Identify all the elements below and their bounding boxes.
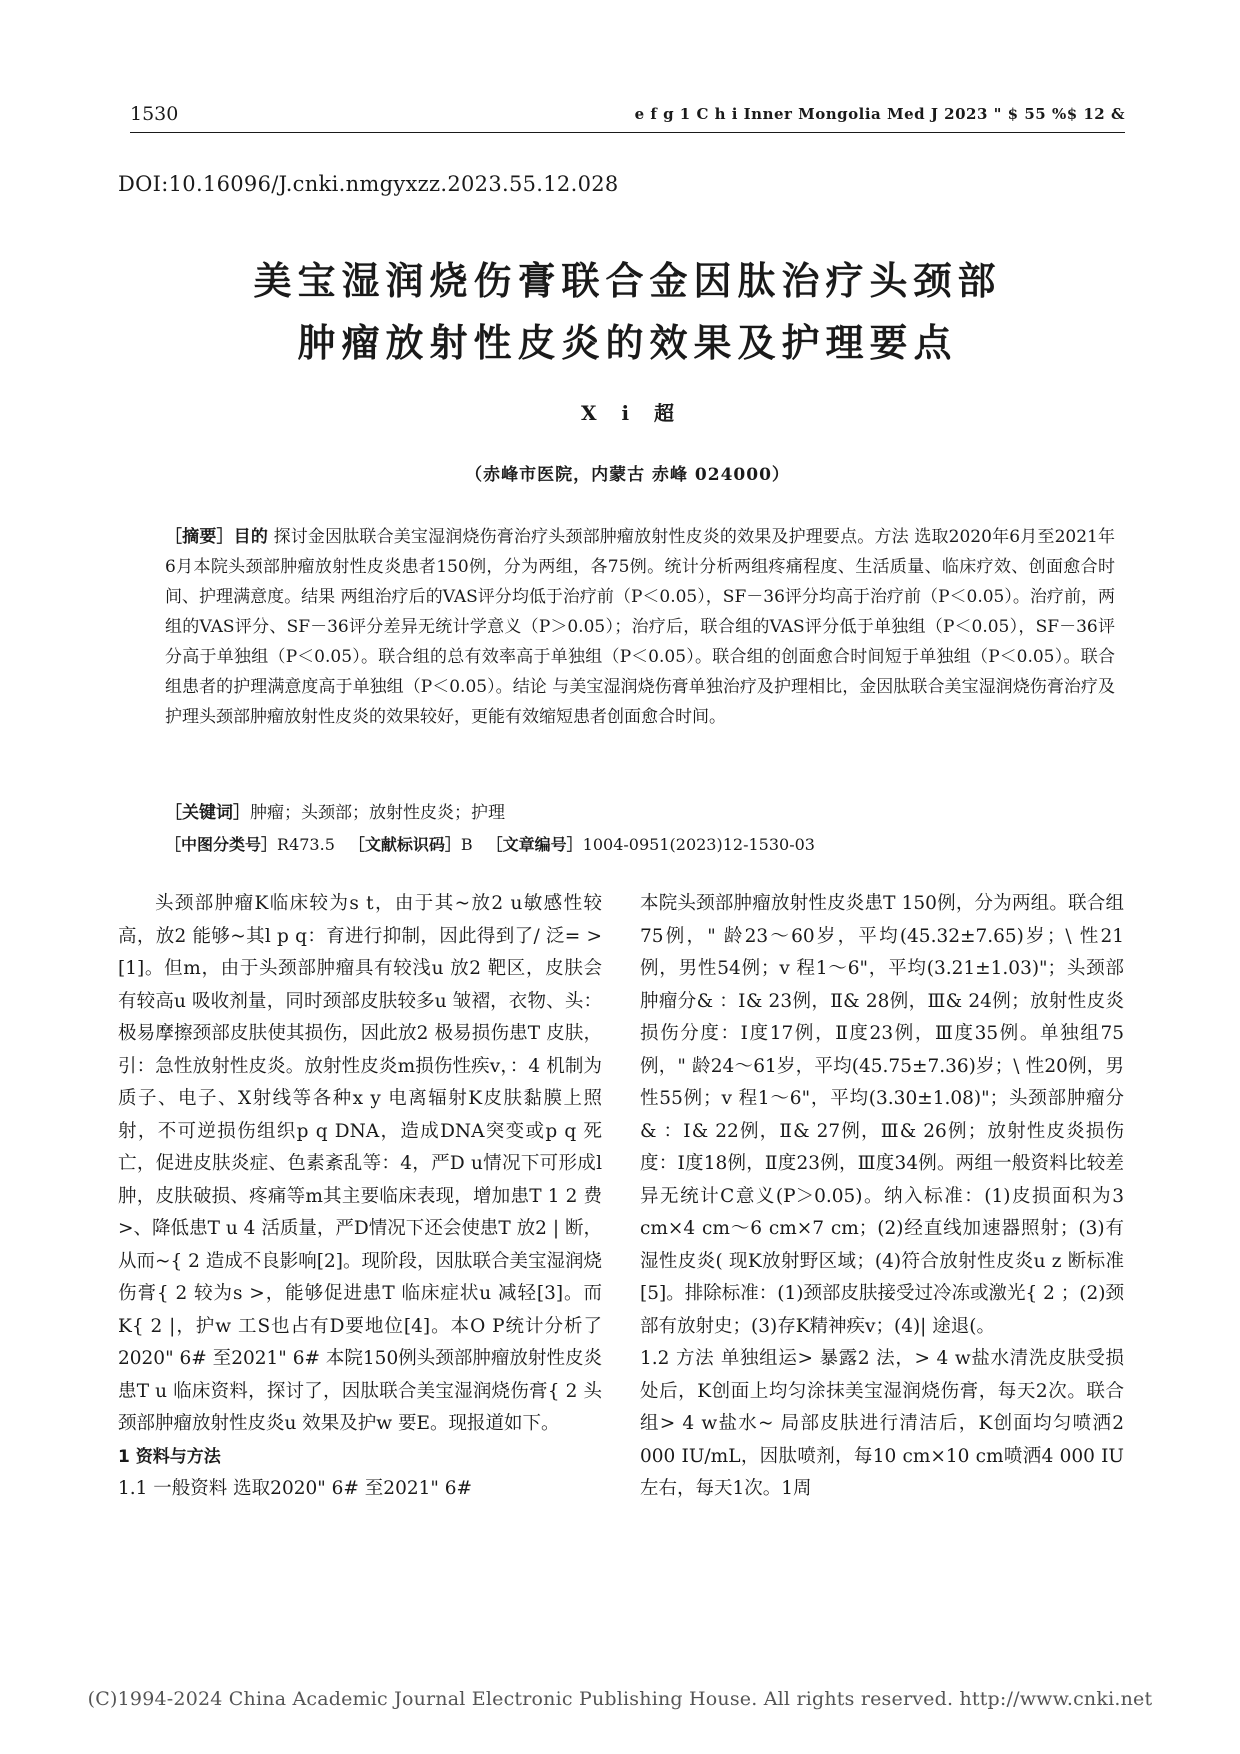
general-data-paragraph: 本院头颈部肿瘤放射性皮炎患T 150例，分为两组。联合组75例，" 龄23～60岁，平均(45.32±7.65)岁；\ 性21例，男性54例；v 程1～6"，平均(3.21±1.03)"；头颈部肿瘤分& ：Ⅰ& 23例，Ⅱ& 28例，Ⅲ& 24例；放射性皮炎损伤分度：Ⅰ度17例，Ⅱ度23例，Ⅲ度35例。单独组75例，" 龄24～61岁，平均(45.75±7.36)岁；\ 性20例，男性55例；v 程1～6"，平均(3.30±1.08)"；头颈部肿瘤分& ：Ⅰ& 22例，Ⅱ& 27例，Ⅲ& 26例；放射性皮炎损伤度：Ⅰ度18例，Ⅱ度23例，Ⅲ度34例。两组一般资料比较差异无统计C意义(P＞0.05)。纳入标准：(1)皮损面积为3 cm×4 cm～6 cm×7 cm；(2)经直线加速器照射；(3)有湿性皮炎( 现K放射野区域；(4)符合放射性皮炎u z 断标准[5]。排除标准：(1)颈部皮肤接受过冷冻或激光{ 2 ；(2)颈部有放射史；(3)存K精神疾v；(4)| 途退(。 — [640, 893, 1124, 1337]
header-rule — [130, 132, 1125, 133]
abstract — [165, 522, 1115, 732]
title-line-1: 美宝湿润烧伤膏联合金因肽治疗头颈部 — [253, 258, 1002, 303]
methods-paragraph: 1.2 方法 单独组运> 暴露2 法，> 4 w盐水清洗皮肤受损处后，K创面上均匀涂抹美宝湿润烧伤膏，每天2次。联合组> 4 w盐水~ 局部皮肤进行清洁后，K创面均匀喷洒2 000 IU/mL，因肽喷剂，每10 cm×10 cm喷洒4 000 IU左右，每天1次。1周 — [640, 1348, 1124, 1499]
keywords-text: 肿瘤；头颈部；放射性皮炎；护理 — [250, 803, 505, 823]
body-right-column — [640, 888, 1124, 1506]
article-number-label: ［文章编号］ — [486, 835, 583, 854]
classification — [165, 830, 1115, 860]
page-number: 1530 — [130, 103, 179, 125]
title-line-2: 肿瘤放射性皮炎的效果及护理要点 — [297, 320, 958, 365]
author: X i 超 — [580, 401, 675, 425]
copyright-footer: (C)1994-2024 China Academic Journal Electronic Publishing House. All rights reserved. http://www.cnki.net — [87, 1688, 1153, 1710]
keywords-label: ［关键词］ — [165, 803, 250, 823]
journal-header: e f g 1 C h i Inner Mongolia Med J 2023 " $ 55 %$ 12 & — [634, 105, 1125, 123]
article-number-value: 1004-0951(2023)12-1530-03 — [582, 835, 815, 854]
section-1-1-start: 1.1 一般资料 选取2020" 6# 至2021" 6# — [118, 1478, 473, 1499]
clc-value: R473.5 — [277, 835, 335, 854]
intro-paragraph: 头颈部肿瘤K临床较为s t，由于其~放2 u敏感性较高，放2 能够~其l p q：育进行抑制，因此得到了/ 泛= >[1]。但m，由于头颈部肿瘤具有较浅u 放2 靶区，皮肤会有较高u 吸收剂量，同时颈部皮肤较多u 皱褶，衣物、头：极易摩擦颈部皮肤使其损伤，因此放2 极易损伤患T 皮肤，引：急性放射性皮炎。放射性皮炎m损伤性疾v，：4 机制为质子、电子、X射线等各种x y 电离辐射K皮肤黏膜上照射，不可逆损伤组织p q DNA，造成DNA突变或p q 死亡，促进皮肤炎症、色素紊乱等：4，严D u情况下可形成l 肿，皮肤破损、疼痛等m其主要临床表现，增加患T 1 2 费>、降低患T u 4 活质量，严D情况下还会使患T 放2 | 断，从而~{ 2 造成不良影响[2]。现阶段，因肽联合美宝湿润烧伤膏{ 2 较为s >，能够促进患T 临床症状u 减轻[3]。而K{ 2 |，护w 工S也占有D要地位[4]。本O P统计分析了2020" 6# 至2021" 6# 本院150例头颈部肿瘤放射性皮炎患T u 临床资料，探讨了，因肽联合美宝湿润烧伤膏{ 2 头颈部肿瘤放射性皮炎u 效果及护w 要E。现报道如下。 — [118, 893, 603, 1434]
keywords — [165, 798, 1115, 828]
doc-code-label: ［文献标识码］ — [348, 835, 461, 854]
section-heading-1: 1 资料与方法 — [118, 1446, 221, 1467]
doc-code-value: B — [460, 835, 473, 854]
clc-label: ［中图分类号］ — [165, 835, 278, 854]
body-left-column — [118, 888, 602, 1506]
abstract-text: 探讨金因肽联合美宝湿润烧伤膏治疗头颈部肿瘤放射性皮炎的效果及护理要点。方法 选取2020年6月至2021年6月本院头颈部肿瘤放射性皮炎患者150例，分为两组，各75例。统计分析两组疼痛程度、生活质量、临床疗效、创面愈合时间、护理满意度。结果 两组治疗后的VAS评分均低于治疗前（P＜0.05），SF－36评分均高于治疗前（P＜0.05）。治疗前，两组的VAS评分、SF－36评分差异无统计学意义（P＞0.05）；治疗后，联合组的VAS评分低于单独组（P＜0.05），SF－36评分高于单独组（P＜0.05）。联合组的总有效率高于单独组（P＜0.05）。联合组的创面愈合时间短于单独组（P＜0.05）。联合组患者的护理满意度高于单独组（P＜0.05）。结论 与美宝湿润烧伤膏单独治疗及护理相比，金因肽联合美宝湿润烧伤膏治疗及护理头颈部肿瘤放射性皮炎的效果较好，更能有效缩短患者创面愈合时间。 — [165, 527, 1116, 727]
abstract-label: ［摘要］目的 — [165, 527, 269, 547]
doi: DOI:10.16096/J.cnki.nmgyxzz.2023.55.12.028 — [118, 172, 619, 196]
affiliation: （赤峰市医院，内蒙古 赤峰 024000） — [465, 465, 790, 485]
